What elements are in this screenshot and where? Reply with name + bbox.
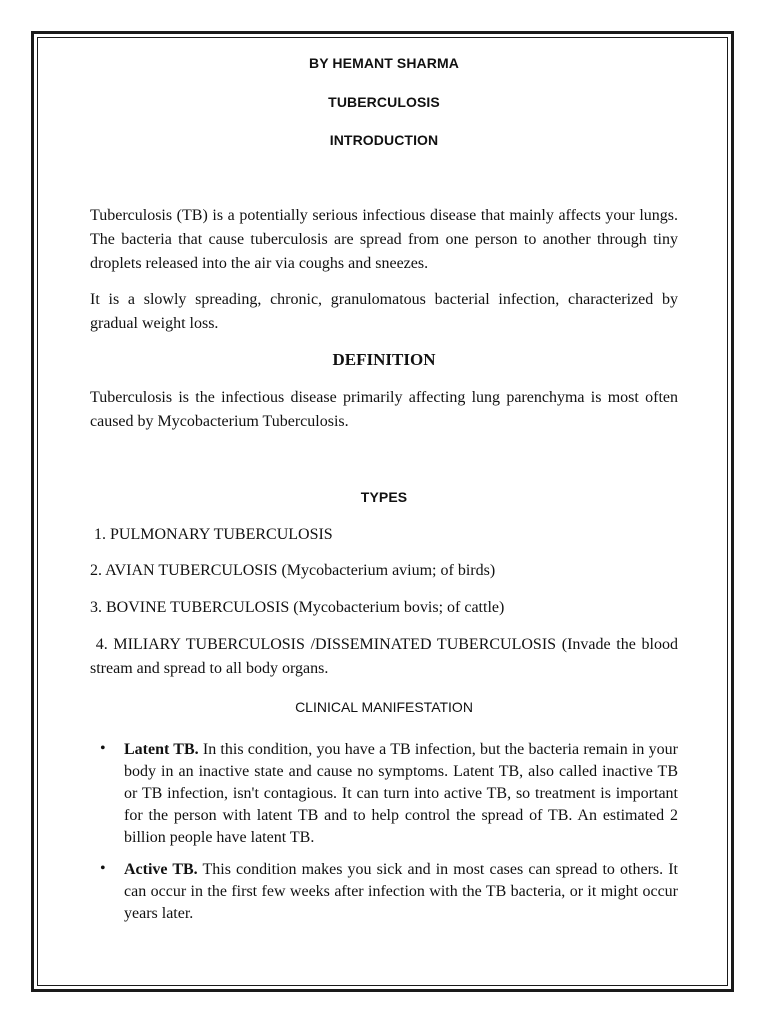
document-title: TUBERCULOSIS — [328, 94, 440, 110]
type-item-1: 1. PULMONARY TUBERCULOSIS — [90, 526, 333, 543]
clinical-term-latent: Latent TB. — [124, 741, 199, 758]
bullet-icon: • — [100, 860, 106, 877]
type-item-4: 4. MILIARY TUBERCULOSIS /DISSEMINATED TUBERCULOSIS (Invade the blood stream and spread to all body organs. — [90, 636, 682, 677]
bullet-icon: • — [100, 740, 106, 757]
clinical-desc-latent: In this condition, you have a TB infection, but the bacteria remain in your body in an inactive state and cause no symptoms. Latent TB, also called inactive TB or TB infection, isn't contagious. It can turn into active TB, so treatment is important for the person with latent TB and to help control the spread of TB. An estimated 2 billion people have latent TB. — [124, 741, 678, 846]
definition-heading: DEFINITION — [332, 350, 436, 369]
introduction-heading: INTRODUCTION — [329, 132, 439, 148]
intro-paragraph-2: It is a slowly spreading, chronic, granulomatous bacterial infection, characterized by gradual weight loss. — [90, 291, 678, 332]
clinical-term-active: Active TB. — [124, 861, 198, 878]
clinical-manifestation-heading: CLINICAL MANIFESTATION — [295, 699, 473, 715]
type-item-3: 3. BOVINE TUBERCULOSIS (Mycobacterium bovis; of cattle) — [90, 599, 505, 616]
author-line: BY HEMANT SHARMA — [309, 55, 459, 71]
clinical-item-latent — [124, 739, 678, 849]
definition-text: Tuberculosis is the infectious disease primarily affecting lung parenchyma is most often caused by Mycobacterium Tuberculosis. — [90, 389, 678, 430]
types-heading: TYPES — [360, 489, 408, 505]
type-item-2: 2. AVIAN TUBERCULOSIS (Mycobacterium avium; of birds) — [90, 562, 496, 579]
clinical-item-active — [124, 859, 678, 925]
clinical-desc-active: This condition makes you sick and in most cases can spread to others. It can occur in the first few weeks after infection with the TB bacteria, or it might occur years later. — [124, 861, 678, 922]
intro-paragraph-1: Tuberculosis (TB) is a potentially serious infectious disease that mainly affects your lungs. The bacteria that cause tuberculosis are spread from one person to another through tiny droplets released into the air via coughs and sneezes. — [90, 207, 678, 272]
